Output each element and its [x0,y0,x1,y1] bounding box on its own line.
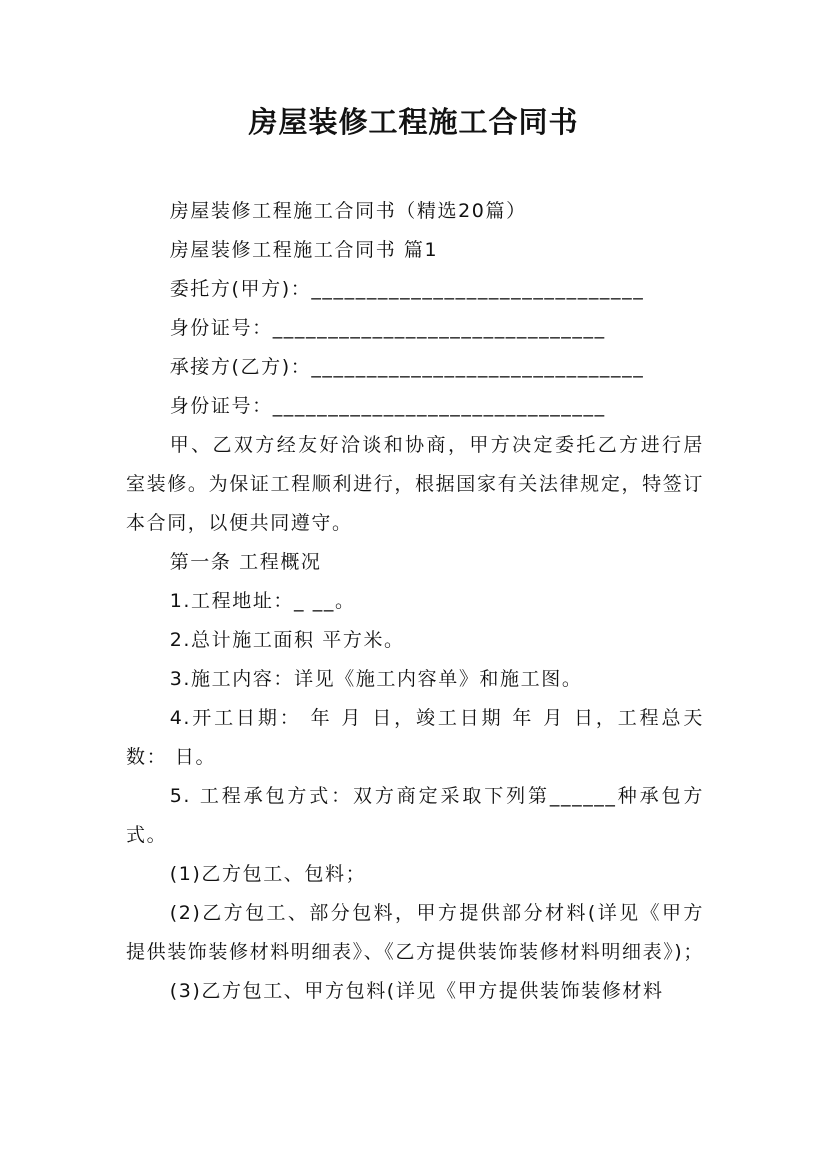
document-body [126,192,704,1011]
paragraph-preamble: 甲、乙双方经友好洽谈和协商，甲方决定委托乙方进行居室装修。为保证工程顺利进行，根据国家有关法律规定，特签订本合同，以便共同遵守。 [126,434,704,534]
paragraph-heading-part1: 房屋装修工程施工合同书 篇1 [169,239,439,261]
paragraph-option-1: (1)乙方包工、包料； [169,863,367,885]
paragraph-option-2: (2)乙方包工、部分包料，甲方提供部分材料(详见《甲方提供装饰装修材料明细表》、《乙方提供装饰装修材料明细表》)； [126,902,704,963]
paragraph-item-1: 1.工程地址：_ __。 [169,590,356,612]
paragraph-subtitle: 房屋装修工程施工合同书（精选20篇） [169,200,527,222]
paragraph-item-2: 2.总计施工面积 平方米。 [169,629,405,651]
paragraph-party-b-id: 身份证号：______________________________ [169,395,606,417]
paragraph-option-3: (3)乙方包工、甲方包料(详见《甲方提供装饰装修材料 [169,980,664,1002]
paragraph-party-a: 委托方(甲方)：______________________________ [169,278,645,300]
paragraph-item-3: 3.施工内容：详见《施工内容单》和施工图。 [169,668,583,690]
document-title: 房屋装修工程施工合同书 [248,105,579,139]
paragraph-item-4: 4.开工日期： 年 月 日，竣工日期 年 月 日，工程总天数： 日。 [126,707,704,768]
paragraph-party-b: 承接方(乙方)：______________________________ [169,356,645,378]
paragraph-item-5: 5. 工程承包方式：双方商定采取下列第______种承包方式。 [126,785,704,846]
paragraph-party-a-id: 身份证号：______________________________ [169,317,606,339]
paragraph-article-1-heading: 第一条 工程概况 [169,551,322,573]
